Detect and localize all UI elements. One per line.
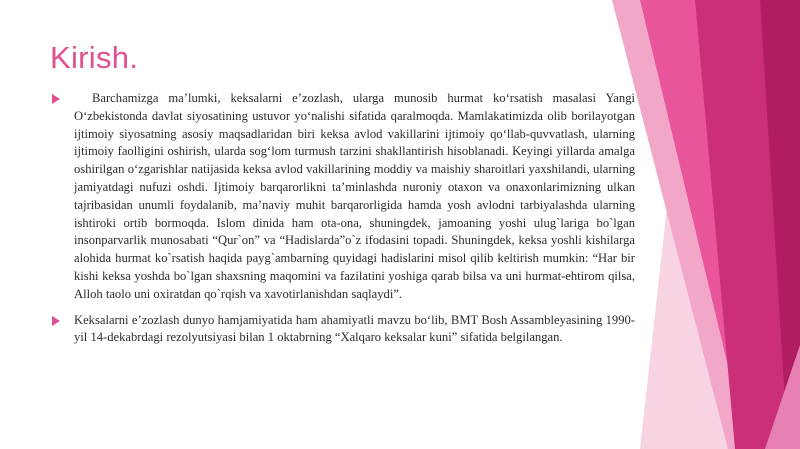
- triangle-bullet-icon: [52, 94, 60, 104]
- paragraph-2: [50, 312, 635, 348]
- slide-title: Kirish.: [50, 40, 139, 75]
- paragraph-1-text: Barchamizga ma’lumki, keksalarni e’zozlash, ularga munosib hurmat ko‘rsatish masalasi Yangi O‘zbekistonda davlat siyosatining ustuvor yo‘nalishi sifatida qaralmoqda. Mamlakatimizda olib borilayotgan ijtimoiy siyosatning asosiy maqsadlaridan biri keksa avlod vakillarini ijtimoiy qo‘llab-quvvatlash, ularning ijtimoiy faolligini oshirish, ularda sog‘lom turmush tarzini shakllantirish hisoblanadi. Keyingi yillarda amalga oshirilgan o‘zgarishlar natijasida keksa avlod vakillarining moddiy va maishiy sharoitlari yaxshilandi, ularning jamiyatdagi nufuzi oshdi. Ijtimoiy barqarorlikni ta’minlashda nuroniy otaxon va onaxonlarimizning ulkan tajribasidan unumli foydalanib, ma’naviy muhit barqarorligida hamda yosh avlodni tarbiyalashda ularning ishtiroki ortib bormoqda. Islom dinida ham ota-ona, shuningdek, jamoaning yoshi ulug`lariga bo`lgan insonparvarlik munosabati “Qur`on” va “Hadislarda”o`z ifodasini topadi. Shuningdek, keksa yoshli kishilarga alohida hurmat ko`rsatish haqida payg`ambarning quyidagi hadislarini misol qilib keltirish mumkin: “Har bir kishi keksa yoshda bo`lgan shaxsning maqomini va fazilatini yoshiga qarab bilsa va uni hurmat-ehtirom qilsa, Alloh taolo uni oxiratdan qo`rqish va xavotirlanishdan saqlaydi”.: [74, 91, 635, 301]
- paragraph-1: [50, 90, 635, 304]
- slide-body: [50, 90, 635, 355]
- triangle-bullet-icon: [52, 316, 60, 326]
- paragraph-2-text: Keksalarni e’zozlash dunyo hamjamiyatida ham ahamiyatli mavzu bo‘lib, BMT Bosh Assambleyasining 1990-yil 14-dekabrdagi rezolyutsiyasi bilan 1 oktabrning “Xalqaro keksalar kuni” sifatida belgilangan.: [74, 312, 635, 345]
